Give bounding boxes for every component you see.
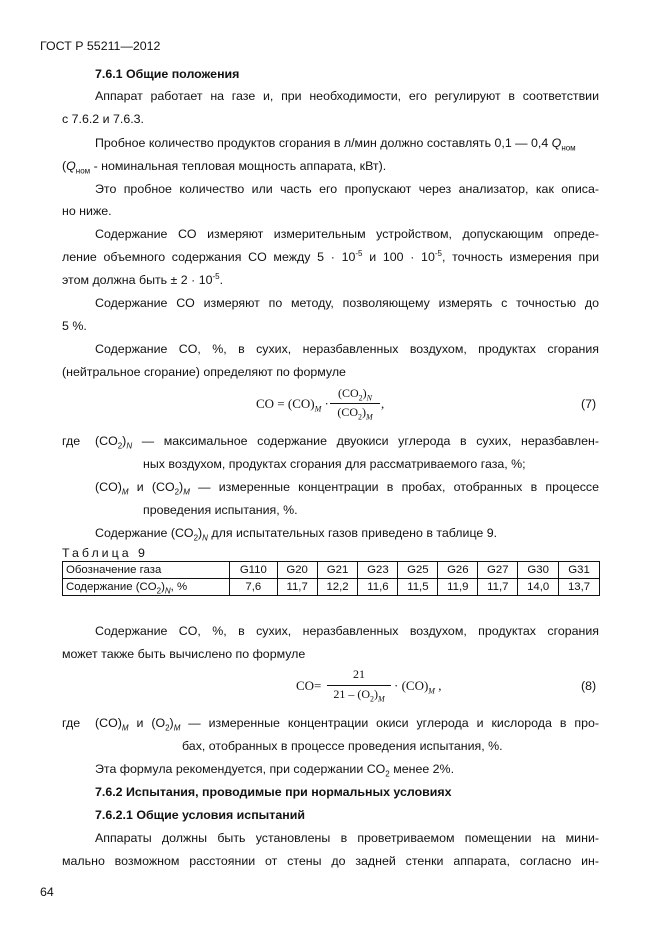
table-9 (62, 561, 600, 596)
paragraph-line: Аппарат работает на газе и, при необходимости, его регулируют в соответствии (95, 89, 599, 103)
formula-8-rhs: · $(CO)_M$ , (394, 678, 442, 696)
formula-7-lhs: CO = $(CO)_M$ · (256, 396, 329, 414)
table-cell: G31 (559, 562, 600, 579)
table-cell: 11,7 (277, 579, 317, 596)
paragraph-line: Содержание $(CO_2)_N$ для испытательных газов приведено в таблице 9. (95, 526, 498, 543)
table-cell: 11,5 (398, 579, 438, 596)
table-row (63, 579, 600, 596)
table-cell: G26 (438, 562, 478, 579)
table-cell: 13,7 (559, 579, 600, 596)
table-cell: Обозначение газа (63, 562, 230, 579)
paragraph-line: (нейтральное сгорание) определяют по формуле (62, 365, 346, 379)
section-7-6-2-1-title: 7.6.2.1 Общие условия испытаний (95, 808, 305, 822)
section-7-6-1-title: 7.6.1 Общие положения (95, 67, 240, 81)
formula-8-number: (8) (581, 679, 597, 693)
table-cell: G21 (317, 562, 358, 579)
paragraph-line: Аппараты должны быть установлены в проветриваемом помещении на мини- (95, 831, 599, 845)
table-cell: 14,0 (518, 579, 559, 596)
paragraph-line: Содержание CO, %, в сухих, неразбавленных воздухом, продуктах сгорания (95, 624, 599, 638)
table-cell: 11,7 (478, 579, 518, 596)
where-label: где (62, 716, 81, 730)
formula-8-lhs: CO= (296, 678, 322, 693)
where-definition-line: ных воздухом, продуктах сгорания для рассматриваемого газа, %; (143, 457, 526, 471)
paragraph-line: но ниже. (62, 204, 112, 218)
table-caption: Таблица 9 (62, 546, 148, 560)
paragraph-line: Содержание CO, %, в сухих, неразбавленных воздухом, продуктах сгорания (95, 342, 599, 356)
table-cell: G25 (398, 562, 438, 579)
page-number: 64 (40, 885, 54, 899)
formula-7-denominator: $(CO_2)_M$ (337, 405, 373, 422)
paragraph-line: Содержание CO измеряют по методу, позволяющему измерять с точностью до (95, 296, 599, 310)
where-definition-line: бах, отобранных в процессе проведения испытания, %. (182, 739, 503, 753)
paragraph-line: ($Q_{ном}$ - номинальная тепловая мощность аппарата, кВт). (62, 159, 387, 176)
formula-7-comma: , (381, 396, 385, 411)
fraction-bar (330, 403, 380, 404)
formula-8-numerator: 21 (353, 667, 365, 681)
table-cell: 7,6 (230, 579, 278, 596)
table-cell: 11,6 (358, 579, 398, 596)
document-header: ГОСТ Р 55211—2012 (40, 39, 161, 53)
where-definition-line: $(CO)_M$ и $(O_2)_M$ — измеренные концентрации окиси углерода и кислорода в про- (95, 716, 599, 733)
paragraph-line: Это пробное количество или часть его пропускают через анализатор, как описа- (95, 182, 599, 196)
table-cell: Содержание $(CO_2)_N$, % (63, 579, 230, 596)
paragraph-line: с 7.6.2 и 7.6.3. (62, 112, 145, 126)
formula-7-number: (7) (581, 397, 597, 411)
where-label: где (62, 434, 81, 448)
fraction-bar (327, 685, 391, 686)
paragraph-line: может также быть вычислено по формуле (62, 647, 306, 661)
formula-7-numerator: $(CO_2)_N$ (337, 386, 372, 403)
paragraph-line: Эта формула рекомендуется, при содержании $CO_2$ менее 2%. (95, 762, 455, 779)
formula-8-denominator: $21 - (O_2)_M$ (333, 687, 385, 704)
table-cell: 11,9 (438, 579, 478, 596)
table-cell: G30 (518, 562, 559, 579)
paragraph-line: Содержание CO измеряют измерительным устройством, допускающим опреде- (95, 227, 599, 241)
table-cell: G20 (277, 562, 317, 579)
paragraph-line: мально возможном расстоянии от стены до задней стенки аппарата, согласно ин- (62, 854, 599, 868)
table-row (63, 562, 600, 579)
paragraph-line: 5 %. (62, 319, 87, 333)
table-cell: G23 (358, 562, 398, 579)
table-cell: G27 (478, 562, 518, 579)
where-definition-line: $(CO)_M$ и $(CO_2)_M$ — измеренные концентрации в пробах, отобранных в процессе (95, 480, 599, 497)
paragraph-line: ление объемного содержания CO между $5 \cdot 10^{-5}$ и $100 \cdot 10^{-5}$, точность измерения при (62, 248, 600, 264)
where-definition-line: проведения испытания, %. (143, 503, 298, 517)
where-definition-line: $(CO_2)_N$ — максимальное содержание двуокиси углерода в сухих, неразбавлен- (95, 434, 599, 451)
paragraph-line: этом должна быть ± $2 \cdot 10^{-5}$. (62, 271, 224, 287)
section-7-6-2-title: 7.6.2 Испытания, проводимые при нормальных условиях (95, 785, 452, 799)
paragraph-line: Пробное количество продуктов сгорания в л/мин должно составлять 0,1 — 0,4 $Q_{ном}$ (95, 136, 576, 153)
table-cell: 12,2 (317, 579, 358, 596)
table-cell: G110 (230, 562, 278, 579)
